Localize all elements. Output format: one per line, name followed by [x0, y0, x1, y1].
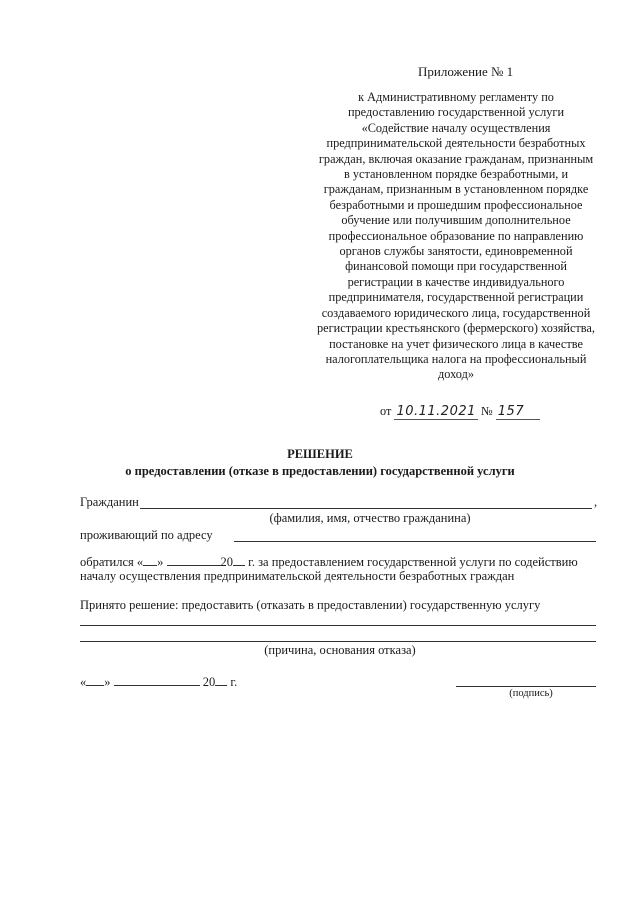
reason-field-2[interactable]	[80, 641, 596, 642]
sign-month-field[interactable]	[114, 674, 200, 686]
sign-year-prefix: 20	[202, 675, 216, 689]
applied-month-field[interactable]	[167, 554, 221, 566]
applied-day-field[interactable]	[143, 554, 157, 566]
sign-date-open: «	[80, 675, 87, 689]
applied-close-quote: »	[157, 555, 164, 569]
appendix-date-line	[380, 404, 600, 420]
applied-row	[80, 554, 578, 570]
applied-suffix: г. за предоставлением государственной услуги по содействию	[248, 555, 578, 569]
sign-day-field[interactable]	[86, 674, 104, 686]
appendix-body: к Административному регламенту по предоставлению государственной услуги «Содействие началу осуществления предпринимательской деятельности безработных граждан, включая оказание гражданам, признанным в установленном порядке безработными, и гражданам, признанным в установленном порядке безработными и прошедшим профессиональное обучение или получившим дополнительное профессиональное образование по направлению органов службы занятости, единовременной финансовой помощи при государственной регистрации в качестве индивидуального предпринимателя, государственной регистрации создаваемого юридического лица, государственной регистрации крестьянского (фермерского) хозяйства, постановке на учет физического лица в качестве налогоплательщика налога на профессиональный доход»	[317, 90, 595, 382]
address-field[interactable]	[234, 541, 596, 542]
citizen-comma: ,	[594, 495, 598, 509]
sign-g: г.	[230, 675, 238, 689]
address-label: проживающий по адресу	[80, 528, 213, 542]
applied-line2: началу осуществления предпринимательской деятельности безработных граждан	[80, 569, 515, 583]
signature-field[interactable]	[456, 686, 596, 687]
number-prefix: №	[480, 404, 493, 418]
signature-caption: (подпись)	[509, 688, 553, 699]
decision-label: Принято решение: предоставить (отказать в предоставлении) государственную услугу	[80, 598, 541, 612]
applied-year-prefix: 20	[220, 555, 234, 569]
decision-title: РЕШЕНИЕ	[287, 447, 353, 461]
appendix-title: Приложение № 1	[418, 64, 514, 79]
citizen-name-field[interactable]	[140, 508, 592, 509]
sign-date-row	[80, 674, 237, 690]
applied-year-field[interactable]	[233, 554, 245, 566]
sign-date-close: »	[104, 675, 111, 689]
date-prefix: от	[380, 404, 392, 418]
sign-year-field[interactable]	[215, 674, 227, 686]
handwritten-date: 10.11.2021	[396, 404, 476, 419]
handwritten-number: 157	[496, 404, 540, 420]
citizen-row	[80, 495, 139, 510]
citizen-caption: (фамилия, имя, отчество гражданина)	[269, 511, 471, 525]
reason-field-1[interactable]	[80, 625, 596, 626]
decision-subtitle: о предоставлении (отказе в предоставлении) государственной услуги	[125, 464, 515, 478]
citizen-label: Гражданин	[80, 495, 139, 509]
applied-prefix: обратился «	[80, 555, 144, 569]
reason-caption: (причина, основания отказа)	[264, 643, 416, 657]
